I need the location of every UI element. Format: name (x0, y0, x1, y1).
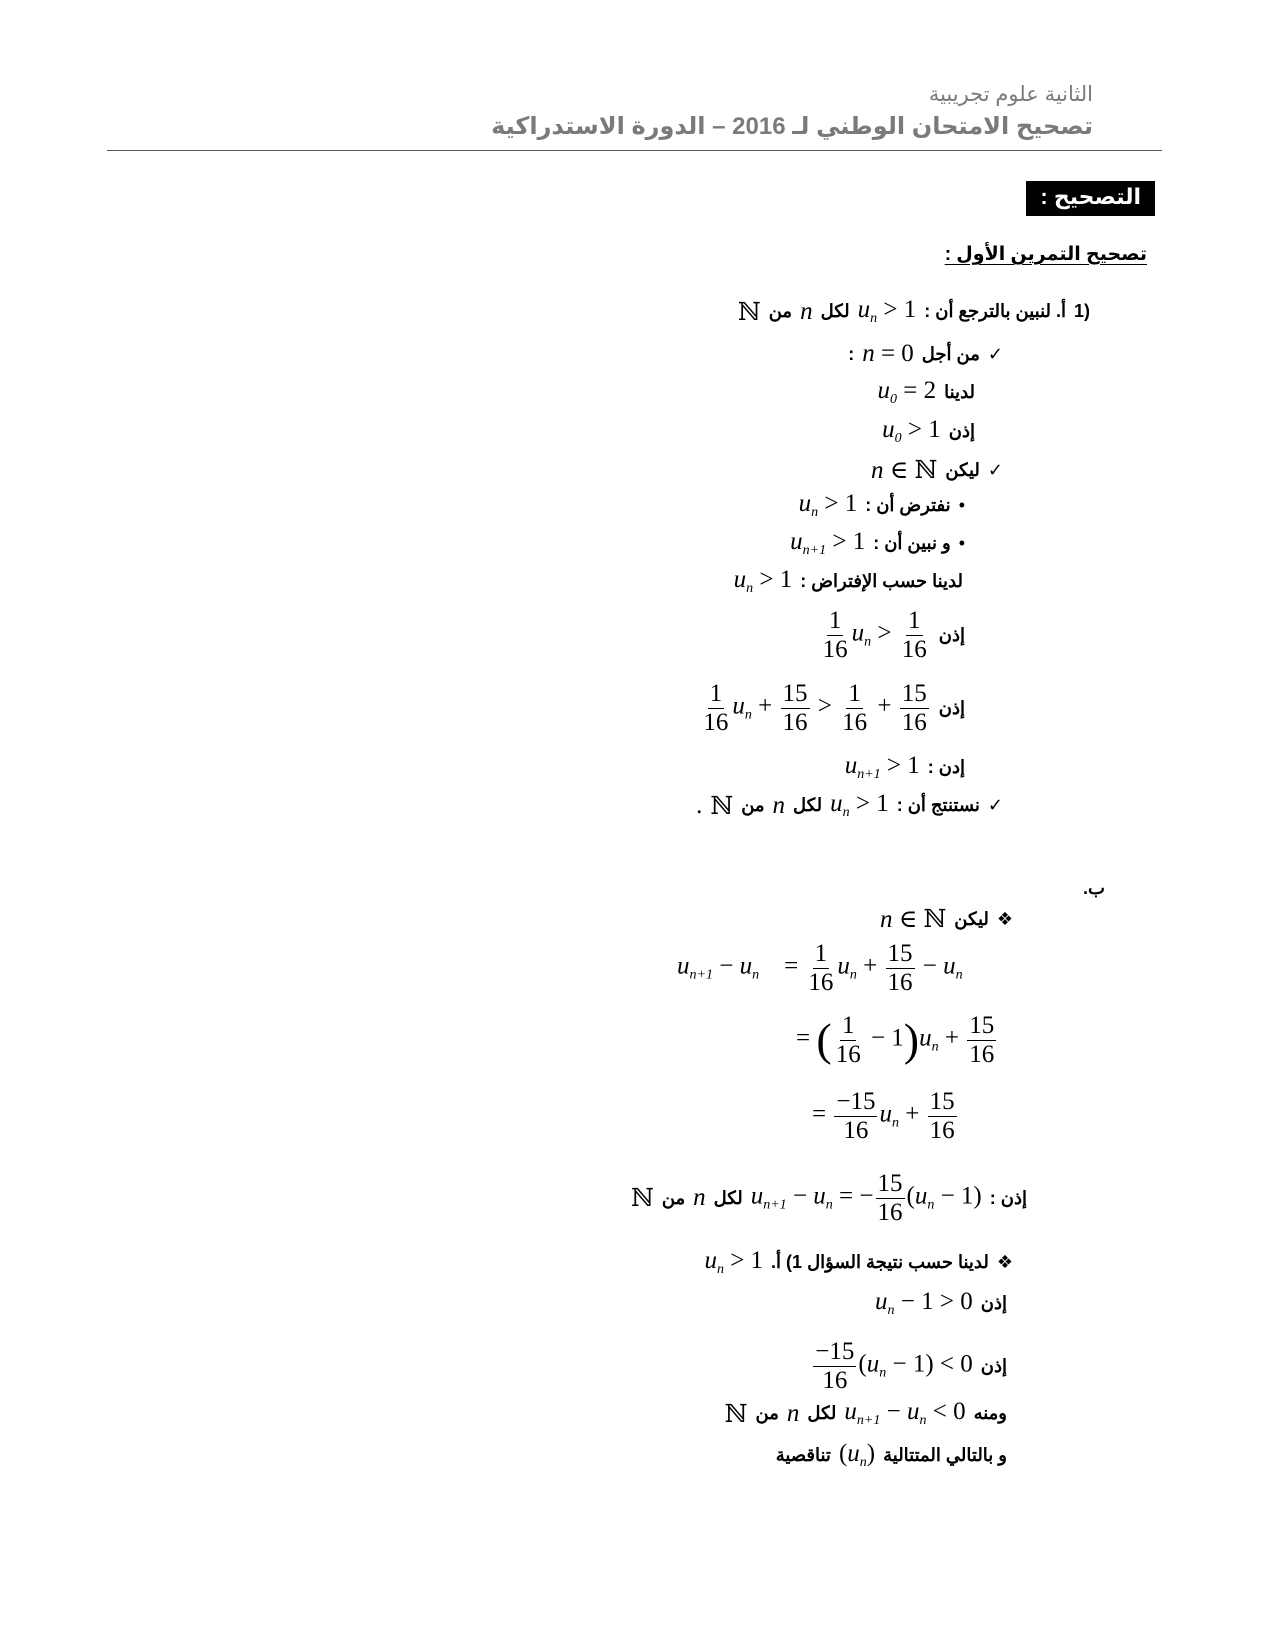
formula-diff-lt-0: $u_{n+1} - u_n < 0$ (844, 1398, 966, 1428)
final-statement-a: و بالتالي المتتالية (883, 1445, 1007, 1465)
hence-for: لكل (713, 1187, 743, 1208)
line-therefore (725, 1398, 1007, 1429)
show: و نبين أن : (873, 533, 951, 553)
by-result: لدينا حسب نتيجة السؤال 1) أ. (771, 1252, 989, 1272)
line-show (790, 528, 965, 559)
line-u0-gt-1 (882, 416, 975, 447)
check-icon: ✓ (987, 795, 1003, 815)
conclude-for: لكل (793, 795, 823, 815)
line-by-hyp (734, 566, 963, 597)
formula-un-gt-1: $u_n > 1$ (798, 490, 858, 520)
line-u0-eq-2 (878, 377, 975, 408)
formula-u0-eq-2: $u_0 = 2$ (877, 377, 937, 407)
header-exam-title: تصحيح الامتحان الوطني لـ 2016 – الدورة الاستدراكية (491, 113, 1093, 140)
conclude-from: من (741, 795, 765, 815)
formula-n-in-N: n ∈ ℕ (870, 457, 938, 484)
formula-un-gt-1: $u_n > 1$ (830, 790, 889, 820)
conclude: نستنتج أن : (896, 795, 980, 815)
line-then2 (699, 680, 965, 736)
formula-un1-gt-1: $u_{n+1} > 1$ (844, 752, 920, 782)
period: . (696, 791, 703, 819)
formula-diff-step3: = $\frac{-15}{16}$ $u_n$ + $\frac{15}{16}$ (812, 1088, 955, 1144)
formula-frac-sum-gt: $\frac{1}{16}$ $u_n$ + $\frac{15}{16}$ > $\frac{1}{16}$ + $\frac{15}{16}$ (703, 680, 927, 736)
then: إدن : (927, 757, 965, 777)
formula-diff-result: $u_{n+1} - u_n$ = − $\frac{15}{16}$ $(u_n - 1)$ (750, 1170, 982, 1226)
part1-intro-for: لكل (820, 301, 850, 321)
let: ليكن (945, 459, 980, 480)
check-icon: ✓ (987, 459, 1003, 480)
line-then3 (845, 752, 965, 783)
line-suppose (799, 490, 965, 521)
part1-intro: أ. لنبين بالترجع أن : (924, 301, 1066, 321)
we-have: لدينا (944, 382, 975, 402)
formula-n-eq-0: n = 0 (862, 340, 914, 367)
then: إذن (980, 1355, 1007, 1376)
line-let-n (871, 455, 1003, 485)
hence-from: من (661, 1187, 686, 1208)
part1-intro-from: من (768, 301, 793, 321)
formula-n: n (772, 791, 786, 819)
formula-frac-un-gt: $\frac{1}{16}$ $u_n$ > $\frac{1}{16}$ (822, 607, 927, 663)
hence: إذن : (989, 1187, 1027, 1208)
part2-label: ب. (1083, 878, 1105, 898)
formula-N: ℕ (737, 298, 761, 326)
formula-n: n (800, 297, 813, 325)
formula-N: ℕ (724, 1400, 748, 1428)
formula-un-gt-1: $u_n > 1$ (857, 296, 917, 326)
then: إذن (938, 697, 965, 718)
then: إذن (938, 624, 965, 645)
formula-n: n (786, 1399, 800, 1427)
formula-un-gt-1: $u_n > 1$ (733, 566, 793, 596)
formula-sequence: $(u_n)$ (838, 1440, 876, 1470)
line-conclude (696, 790, 1003, 821)
line-let-n-2 (880, 904, 1013, 934)
line-final (776, 1440, 1007, 1471)
bullet-icon: • (958, 495, 965, 515)
section-badge: التصحيح : (1026, 181, 1155, 216)
formula-diff-step2: = ( $\frac{1}{16}$ − $1)u_n$ + $\frac{15}{16}$ (796, 1012, 995, 1068)
exercise-title: تصحيح التمرين الأول : (944, 244, 1147, 265)
formula-n-in-N: n ∈ ℕ (879, 906, 947, 933)
case-colon: : (848, 343, 855, 364)
formula-un-gt-1: $u_n > 1$ (704, 1247, 764, 1277)
bullet-icon: • (958, 533, 965, 553)
therefore-for: لكل (807, 1403, 837, 1423)
case-n0 (848, 340, 1003, 368)
formula-neg-product: $\frac{-15}{16}$ $(u_n - 1) < 0$ (815, 1338, 973, 1394)
diamond-bullet-icon: ❖ (996, 908, 1013, 929)
check-icon: ✓ (987, 343, 1003, 364)
line-neg-product (811, 1338, 1007, 1394)
diamond-bullet-icon: ❖ (996, 1252, 1013, 1272)
line-diff-result (631, 1170, 1027, 1226)
header-divider (107, 150, 1162, 151)
final-statement-b: تناقصية (775, 1445, 831, 1465)
formula-u0-gt-1: $u_0 > 1$ (882, 416, 941, 446)
formula-diff-step1: $u_{n+1} - u_n$ = $\frac{1}{16}$ $u_n$ + $\frac{15}{16}$ − $u_n$ (677, 940, 963, 996)
suppose: نفترض أن : (865, 495, 951, 515)
by-hypothesis: لدينا حسب الإفتراض : (800, 571, 963, 591)
then: إذن (980, 1293, 1007, 1313)
let: ليكن (954, 908, 989, 929)
hence: إذن (948, 421, 975, 441)
formula-un1-gt-1: $u_{n+1} > 1$ (790, 528, 866, 558)
header-level: الثانية علوم تجريبية (928, 83, 1093, 106)
part1-number: 1) (1073, 301, 1090, 321)
therefore: ومنه (973, 1403, 1007, 1423)
formula-N: ℕ (710, 792, 734, 820)
therefore-from: من (755, 1403, 779, 1423)
case-label: من أجل (921, 343, 980, 364)
line-by-result (704, 1247, 1013, 1278)
line-un-minus-1 (875, 1288, 1007, 1319)
formula-n: n (693, 1184, 706, 1211)
formula-un-minus-1-gt-0: $u_n - 1 > 0$ (875, 1288, 973, 1318)
formula-N: ℕ (630, 1185, 654, 1212)
part1-statement (738, 296, 1090, 327)
line-then1 (819, 607, 965, 663)
